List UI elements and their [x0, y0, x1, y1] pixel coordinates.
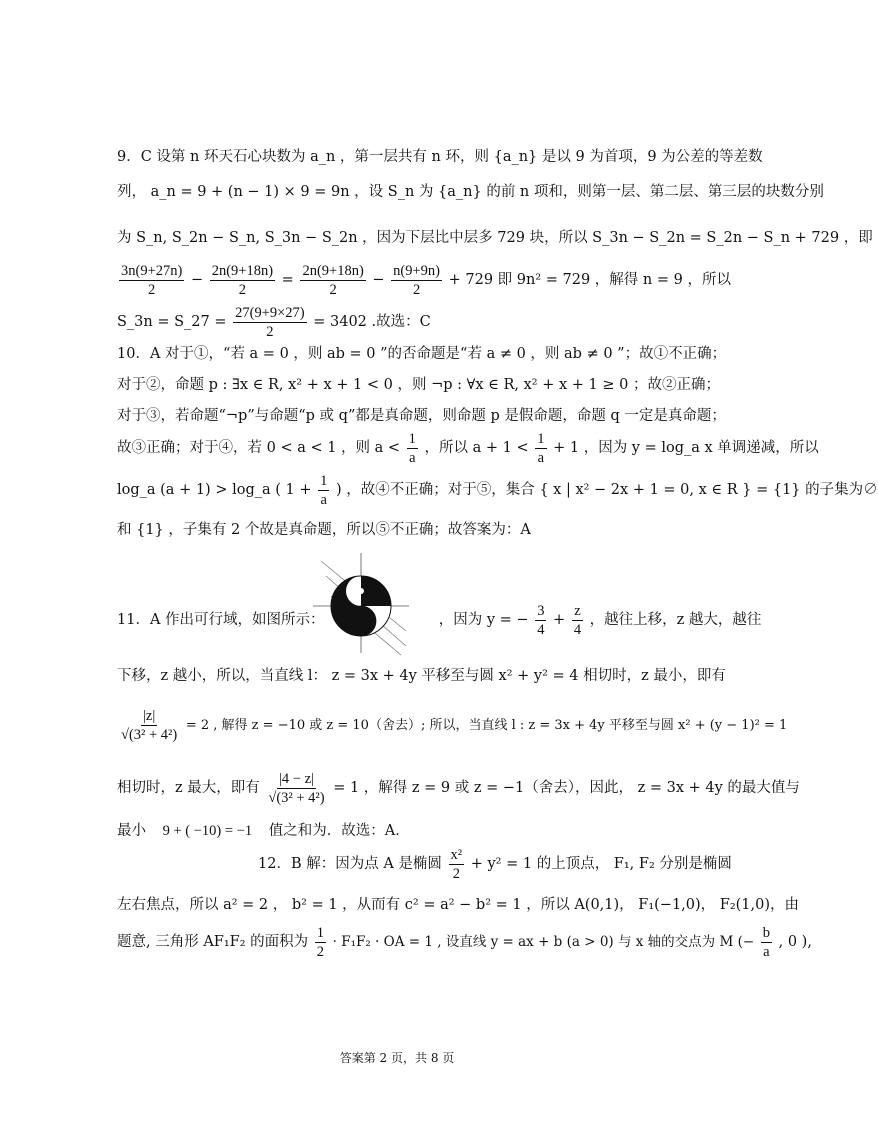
- q10-line-4-b: ，所以 a + 1 <: [424, 440, 529, 456]
- q11-line-1-b: ，因为 y = −: [438, 612, 529, 628]
- q9-line-4: $\frac{3n(9+27n)}{2}$ − $\frac{2n(9+18n)}{2}$ = $\frac{2n(9+18n)}{2}$ − $\frac{n(9+9n)}{2}$ + 729 即 9n² = 729 ，解得 n = 9 ，所以: [121, 262, 731, 298]
- q10-line-4: [117, 426, 819, 470]
- q11-line-3: [117, 703, 788, 748]
- q11-line-5-b: 9 + ( −10) = −1: [162, 823, 253, 839]
- fraction: $\frac{3n(9+27n)}{2}$: [121, 262, 183, 298]
- q9-line-2: 列， a_n = 9 + (n − 1) × 9 = 9n ，设 S_n 为 {a_n} 的前 n 项和，则第一层、第二层、第三层的块数分别: [117, 184, 824, 200]
- fraction: $\frac{3}{4}$: [537, 602, 545, 638]
- q10-line-2: 对于②，命题 p : ∃x ∈ R, x² + x + 1 < 0 ，则 ¬p : ∀x ∈ R, x² + x + 1 ≥ 0 ；故②正确；: [117, 377, 720, 393]
- q11-line-1-a: 11．A 作出可行域，如图所示：: [117, 612, 325, 628]
- q12-line-1-a: 12．B 解：因为点 A 是椭圆: [258, 856, 442, 872]
- q12-line-3: [117, 920, 812, 964]
- q11-line-4-a: 相切时，z 最大，即有: [117, 780, 260, 796]
- fraction: $\frac{2n(9+18n)}{2}$: [302, 262, 364, 298]
- q11-line-3-b: = 2 , 解得 z = −10 或 z = 10（舍去）; 所以，当直线 l : z = 3x + 4y 平移至与圆 x² + (y − 1)² = 1: [185, 718, 788, 733]
- q12-line-3-b: · F₁F₂ · OA = 1 , 设直线 y = ax + b (a > 0) 与 x 轴的交点为 M (−: [332, 934, 755, 950]
- q9-line-1: 9．C 设第 n 环天石心块数为 a_n ，第一层共有 n 环，则 {a_n} 是以 9 为首项，9 为公差的等差数: [117, 149, 763, 165]
- q12-line-2: 左右焦点，所以 a² = 2 ， b² = 1 ，从而有 c² = a² − b² = 1 ，所以 A(0,1)， F₁(−1,0)， F₂(1,0)，由: [117, 897, 800, 913]
- fraction: $\frac{\text{x²}}{2}$: [450, 846, 463, 882]
- q9-line-3: 为 S_n, S_2n − S_n, S_3n − S_2n ，因为下层比中层多 729 块，所以 S_3n − S_2n = S_2n − S_n + 729 ，即: [117, 230, 873, 246]
- q11-line-5: [117, 820, 694, 842]
- q10-line-4-a: 故③正确；对于④，若 0 < a < 1 ，则 a <: [117, 440, 401, 456]
- feasible-region-figure: [311, 551, 411, 656]
- q10-line-3: 对于③，若命题“¬p”与命题“p 或 q”都是真命题，则命题 p 是假命题，命题 q 一定是真命题；: [117, 408, 726, 424]
- q11-line-1-c: ，越往上移，z 越大，越往: [589, 612, 762, 628]
- q12-line-1-b: + y² = 1 的上顶点， F₁, F₂ 分别是椭圆: [470, 856, 732, 872]
- q10-line-5-b: ) ，故④不正确；对于⑤，集合 { x | x² − 2x + 1 = 0, x ∈ R } = {1} 的子集为∅: [335, 482, 878, 498]
- q12-line-1: [258, 842, 732, 886]
- plus-sign: +: [553, 612, 566, 628]
- q12-line-3-a: 题意, 三角形 AF₁F₂ 的面积为: [117, 934, 309, 950]
- q10-line-1: 10．A 对于①，“若 a = 0 ，则 ab = 0 ”的否命题是“若 a ≠ 0 ，则 ab ≠ 0 ”；故①不正确；: [117, 346, 727, 362]
- q11-line-4-b: = 1 ，解得 z = 9 或 z = −1（舍去），因此， z = 3x + 4y 的最大值与: [333, 780, 800, 796]
- fraction: $\frac{1}{2}$: [316, 924, 325, 960]
- fraction: $\frac{|4 - z|}{\text{√(3² + 4²)}}$: [268, 770, 325, 806]
- q9-line-5-tail: = 3402 .故选：C: [313, 314, 431, 330]
- q9-line-4-tail: + 729 即 9n² = 729 ，解得 n = 9 ，所以: [448, 272, 731, 288]
- q10-line-4-c: + 1 ，因为 y = log_a x 单调递减，所以: [553, 440, 819, 456]
- page-footer: 答案第 2 页，共 8 页: [339, 1051, 455, 1065]
- fraction: $\frac{n(9+9n)}{2}$: [393, 262, 440, 298]
- q11-line-5-c: 值之和为．故选：A．: [268, 823, 410, 839]
- q10-line-6: 和 {1} ，子集有 2 个故是真命题，所以⑤不正确；故答案为：A: [117, 522, 531, 538]
- fraction: $\frac{27(9+9\times 27)}{2}$: [235, 304, 305, 340]
- q9-line-5-pre: S_3n = S_27 =: [117, 314, 227, 330]
- fraction: $\frac{1}{a}$: [537, 430, 545, 466]
- fraction: $\frac{2n(9+18n)}{2}$: [211, 262, 274, 298]
- q11-line-5-a: 最小: [117, 823, 146, 839]
- q12-line-3-c: , 0 ),: [778, 934, 812, 950]
- q9-line-5: [117, 300, 694, 344]
- q11-line-4: [117, 766, 800, 810]
- q10-line-5-a: log_a (a + 1) > log_a ( 1 +: [117, 482, 312, 498]
- fraction: $\frac{1}{a}$: [320, 472, 328, 508]
- fraction: $\frac{b}{a}$: [762, 924, 771, 960]
- fraction: $\frac{|z|}{\text{√(3² + 4²)}}$: [121, 707, 178, 743]
- fraction: $\frac{z}{4}$: [573, 602, 582, 638]
- q11-line-2: 下移，z 越小，所以，当直线 l： z = 3x + 4y 平移至与圆 x² + y² = 4 相切时，z 最小，即有: [117, 668, 726, 684]
- q10-line-5: [117, 468, 878, 512]
- fraction: $\frac{1}{a}$: [408, 430, 416, 466]
